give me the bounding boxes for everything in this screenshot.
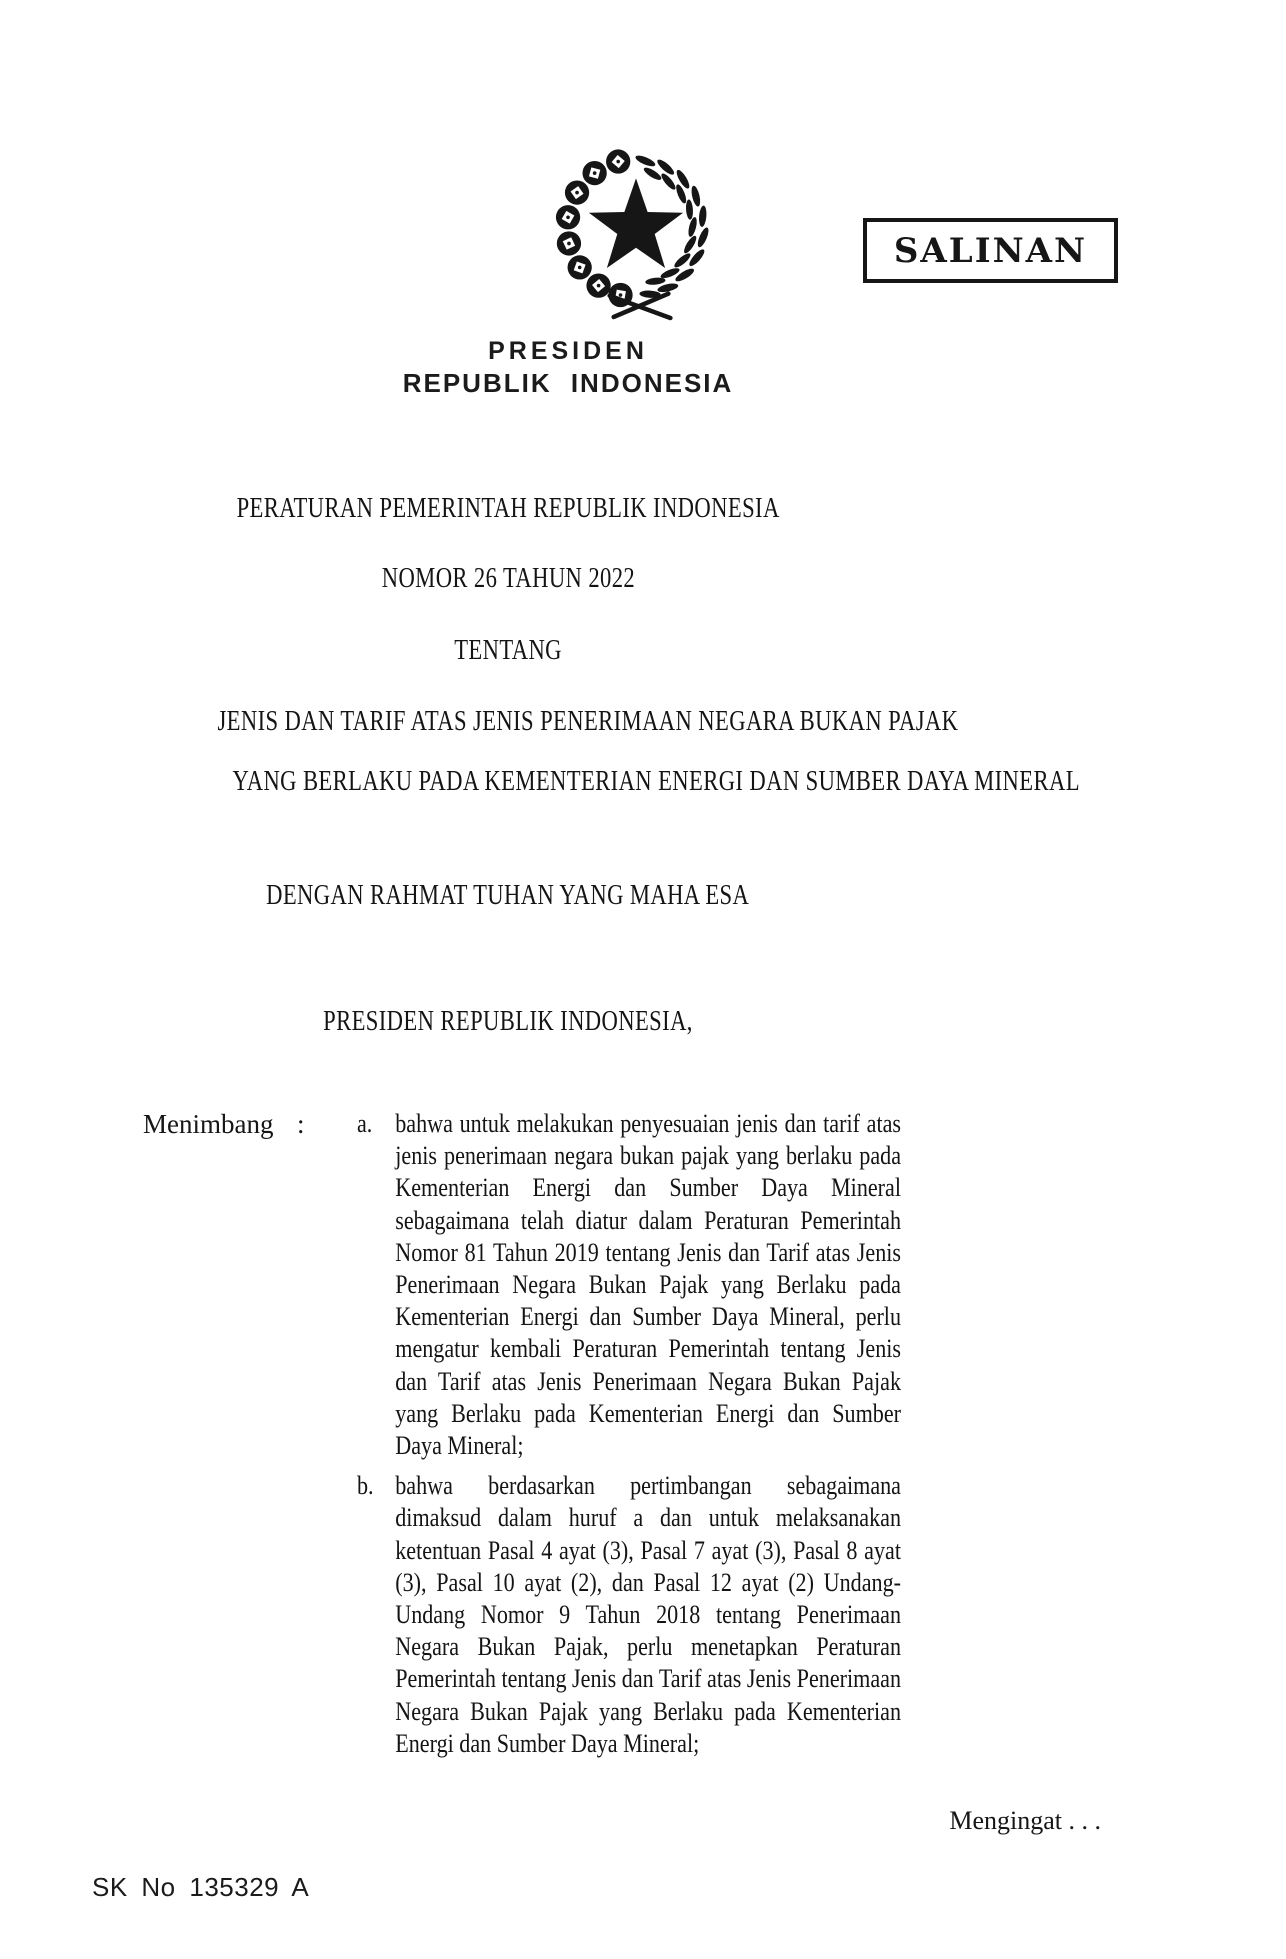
consideration-items [357,1108,1103,1768]
letterhead [388,336,748,400]
opening-line: PRESIDEN REPUBLIK INDONESIA, [323,1005,693,1037]
regulation-title-line: PERATURAN PEMERINTAH REPUBLIK INDONESIA [236,492,780,524]
item-a-text: bahwa untuk melakukan penyesuaian jenis dan tarif atas jenis penerimaan negara bukan pajak yang berlaku pada Kementerian Energi dan Sumber Daya Mineral sebagaimana telah diatur dalam Peraturan Pemerintah Nomor 81 Tahun 2019 tentang Jenis dan Tarif atas Jenis Penerimaan Negara Bukan Pajak yang Berlaku pada Kementerian Energi dan Sumber Daya Mineral, perlu mengatur kembali Peraturan Pemerintah tentang Jenis dan Tarif atas Jenis Penerimaan Negara Bukan Pajak yang Berlaku pada Kementerian Energi dan Sumber Daya Mineral; [395,1109,901,1461]
tentang-line: TENTANG [454,634,562,666]
regulation-number-line: NOMOR 26 TAHUN 2022 [381,562,635,594]
catchword-mengingat: Mengingat . . . [949,1806,1101,1836]
menimbang-label-box [143,1108,357,1140]
letterhead-presiden: PRESIDEN [488,337,648,365]
document-code: SK No 135329 A [92,1872,310,1902]
menimbang-row [143,1108,1103,1768]
item-b-text: bahwa berdasarkan pertimbangan sebagaimana dimaksud dalam huruf a dan untuk melaksanakan ketentuan Pasal 4 ayat (3), Pasal 7 ayat (3), Pasal 8 ayat (3), Pasal 10 ayat (2), dan Pasal 12 ayat (2) Undang-Undang Nomor 9 Tahun 2018 tentang Penerimaan Negara Bukan Pajak, perlu menetapkan Peraturan Pemerintah tentang Jenis dan Tarif atas Jenis Penerimaan Negara Bukan Pajak yang Berlaku pada Kementerian Energi dan Sumber Daya Mineral; [395,1471,901,1758]
item-a-marker: a. [357,1109,373,1138]
invocation-line: DENGAN RAHMAT TUHAN YANG MAHA ESA [266,879,750,911]
subject-line-1: JENIS DAN TARIF ATAS JENIS PENERIMAAN NEGARA BUKAN PAJAK [217,705,959,737]
consideration-item-b [357,1470,901,1760]
menimbang-label: Menimbang [143,1109,274,1139]
presidential-emblem-icon [551,139,723,321]
considerations-section [143,1108,1103,1836]
salinan-stamp [863,218,1118,283]
presidential-emblem [551,139,723,321]
letterhead-republik-indonesia: REPUBLIK INDONESIA [402,368,734,398]
salinan-stamp-label: SALINAN [893,230,1088,271]
subject-line-2: YANG BERLAKU PADA KEMENTERIAN ENERGI DAN SUMBER DAYA MINERAL [232,765,1080,797]
menimbang-colon: : [297,1109,305,1139]
star-icon [589,178,683,268]
consideration-item-a [357,1108,901,1462]
item-b-marker: b. [357,1471,374,1501]
